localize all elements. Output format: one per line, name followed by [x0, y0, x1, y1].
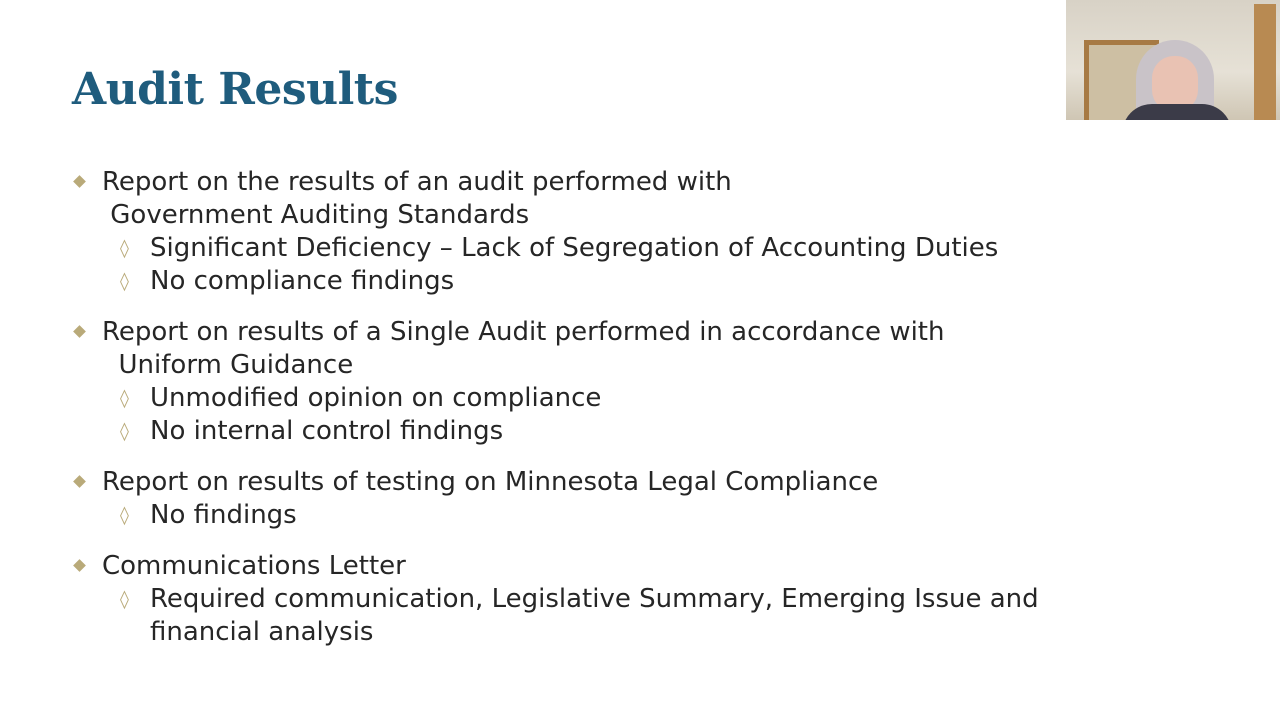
bullet-text: Report on the results of an audit performed with Government Auditing Standards — [102, 167, 732, 230]
diamond-outline-icon: ◊ — [120, 388, 129, 409]
diamond-outline-icon: ◊ — [120, 238, 129, 259]
sub-bullet-item — [102, 232, 1082, 265]
diamond-outline-icon: ◊ — [120, 421, 129, 442]
sub-bullet-list — [102, 232, 1082, 298]
bullet-item — [72, 316, 1082, 448]
bullet-text: Report on results of a Single Audit performed in accordance with Uniform Guidance — [102, 317, 945, 380]
sub-bullet-item — [102, 583, 1082, 649]
slide-title: Audit Results — [72, 64, 398, 115]
sub-bullet-list — [102, 583, 1082, 649]
diamond-filled-icon — [73, 475, 86, 488]
diamond-filled-icon — [73, 325, 86, 338]
bullet-text: Report on results of testing on Minnesota Legal Compliance — [102, 467, 879, 497]
diamond-outline-icon: ◊ — [120, 505, 129, 526]
sub-bullet-text: Unmodified opinion on compliance — [150, 383, 602, 413]
sub-bullet-list — [102, 499, 1082, 532]
bullet-item — [72, 166, 1082, 298]
bullet-item — [72, 550, 1082, 649]
diamond-outline-icon: ◊ — [120, 271, 129, 292]
bullet-item — [72, 466, 1082, 532]
sub-bullet-item — [102, 382, 1082, 415]
sub-bullet-text: Significant Deficiency – Lack of Segregation of Accounting Duties — [150, 233, 999, 263]
sub-bullet-item — [102, 265, 1082, 298]
bullet-list — [72, 166, 1082, 667]
presenter-webcam-video — [1066, 0, 1280, 120]
door-frame — [1254, 4, 1276, 120]
bullet-text: Communications Letter — [102, 551, 406, 581]
sub-bullet-text: No internal control findings — [150, 416, 504, 446]
presenter-body — [1122, 104, 1232, 120]
sub-bullet-text: No findings — [150, 500, 297, 530]
sub-bullet-text: No compliance findings — [150, 266, 455, 296]
sub-bullet-item — [102, 499, 1082, 532]
diamond-filled-icon — [73, 175, 86, 188]
diamond-filled-icon — [73, 559, 86, 572]
diamond-outline-icon: ◊ — [120, 589, 129, 610]
sub-bullet-text: Required communication, Legislative Summary, Emerging Issue and financial analysis — [150, 584, 1039, 647]
sub-bullet-item — [102, 415, 1082, 448]
sub-bullet-list — [102, 382, 1082, 448]
